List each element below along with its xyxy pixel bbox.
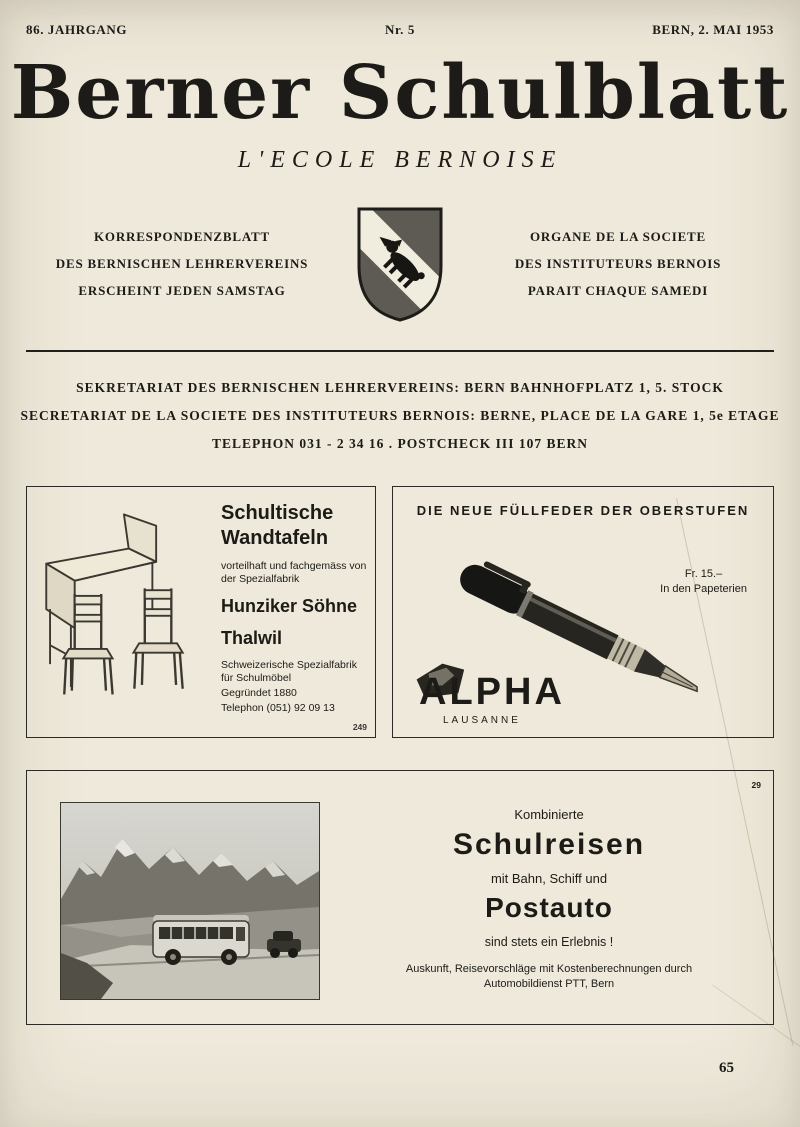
advert-alpha: [392, 486, 774, 738]
school-desk-illustration: [27, 487, 219, 737]
organisation-french: [472, 223, 764, 304]
company-detail: Gegründet 1880: [221, 686, 297, 699]
price-sub-label: In den Papeterien: [660, 582, 747, 595]
page-subtitle: L'ECOLE BERNOISE: [237, 146, 563, 173]
masthead-topline: [0, 0, 800, 38]
issue-number: Nr. 5: [385, 22, 415, 37]
divider-rule: [26, 350, 774, 352]
postauto-text-block: [343, 807, 755, 949]
advert-row: [26, 486, 774, 738]
company-detail: Schweizerische Spezialfabrik für Schulmöbel: [221, 658, 357, 684]
company-name: Hunziker Söhne: [221, 595, 358, 616]
org-line: ERSCHEINT JEDEN SAMSTAG: [78, 283, 286, 299]
issue-date: BERN, 2. MAI 1953: [652, 22, 774, 37]
secretariat-line: SEKRETARIAT DES BERNISCHEN LEHRERVEREINS: BERN BAHNHOFPLATZ 1, 5. STOCK: [76, 379, 724, 395]
price-block: [660, 567, 747, 597]
secretariat-line: SECRETARIAT DE LA SOCIETE DES INSTITUTEURS BERNOIS: BERNE, PLACE DE LA GARE 1, 5e ETAGE: [20, 407, 780, 423]
org-line: KORRESPONDENZBLATT: [94, 229, 270, 245]
advert-hunziker: [26, 486, 376, 738]
postauto-footer: [343, 962, 755, 992]
ad-tagline: sind stets ein Erlebnis !: [484, 934, 614, 949]
product-line: Wandtafeln: [221, 526, 329, 549]
ad-middle-line: mit Bahn, Schiff und: [490, 870, 608, 886]
advert-postauto: [26, 770, 774, 1025]
organisation-german: [36, 223, 328, 304]
brand-name: ALPHA: [419, 670, 565, 713]
company-detail: Telephon (051) 92 09 13: [221, 701, 335, 714]
ad-intro: Kombinierte: [514, 806, 584, 822]
secretariat-block: [0, 374, 800, 458]
volume-label: 86. JAHRGANG: [26, 22, 128, 37]
price-label: Fr. 15.–: [684, 567, 723, 580]
footer-line: Automobildienst PTT, Bern: [483, 977, 615, 990]
postauto-alpine-photo: [61, 803, 319, 999]
ad-reference-number: 29: [751, 779, 761, 790]
product-intro: vorteilhaft und fachgemäss von der Spezialfabrik: [221, 559, 367, 585]
bern-coat-of-arms-icon: [354, 204, 446, 324]
product-line: Schultische: [221, 501, 334, 524]
footer-line: Auskunft, Reisevorschläge mit Kostenberechnungen durch: [405, 962, 693, 975]
page-number: 65: [719, 1060, 734, 1076]
ad-title-secondary: Postauto: [485, 891, 613, 923]
ad-reference-number: 249: [352, 721, 367, 732]
org-line: DES BERNISCHEN LEHRERVEREINS: [55, 256, 309, 272]
hunziker-text-block: [219, 487, 375, 737]
brand-city: LAUSANNE: [443, 714, 521, 726]
organisation-row: [0, 204, 800, 324]
org-line: ORGANE DE LA SOCIETE: [529, 229, 706, 245]
ad-title: Schulreisen: [452, 827, 646, 861]
org-line: DES INSTITUTEURS BERNOIS: [514, 256, 722, 272]
org-line: PARAIT CHAQUE SAMEDI: [527, 283, 709, 299]
company-city: Thalwil: [221, 627, 283, 648]
ad-headline: DIE NEUE FÜLLFEDER DER OBERSTUFEN: [416, 502, 750, 518]
secretariat-line: TELEPHON 031 - 2 34 16 . POSTCHECK III 107 BERN: [212, 435, 588, 451]
page-title: Berner Schulblatt: [10, 50, 790, 136]
